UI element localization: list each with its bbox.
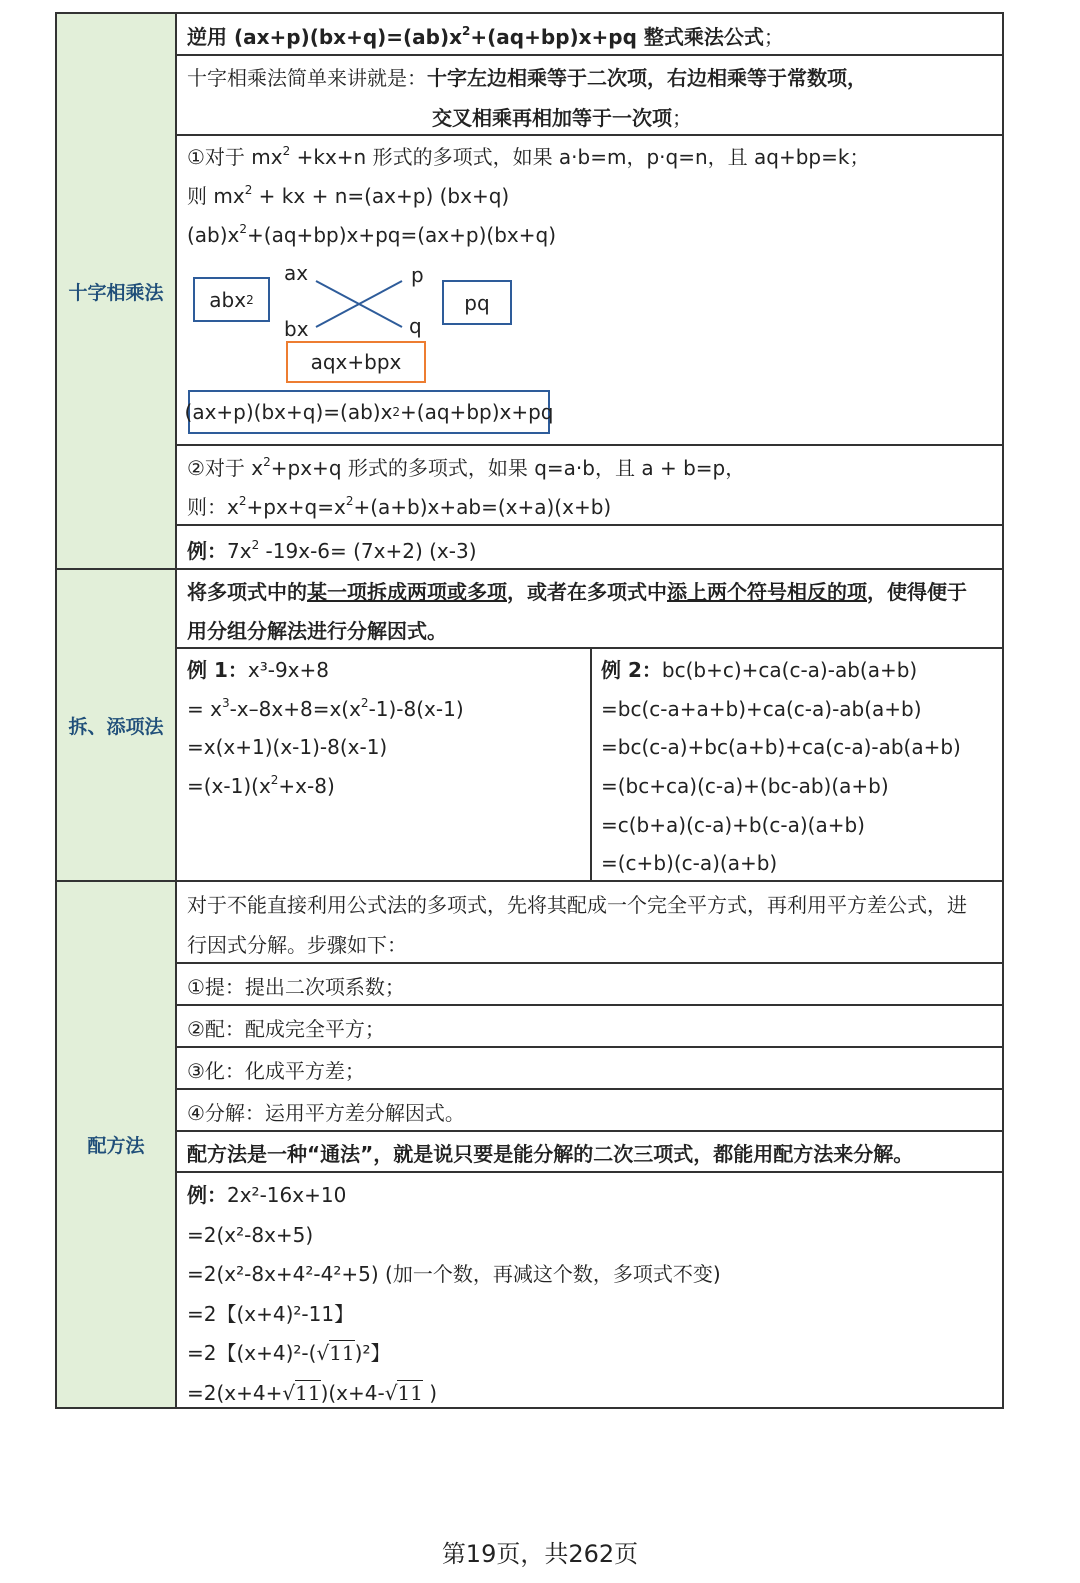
split-ex1-line4: $=(x-1)(x^2+x-8)$	[187, 773, 335, 798]
split-ex2-line: =c(b+a)(c-a)+b(c-a)(a+b)	[601, 813, 865, 837]
split-desc-line1: 将多项式中的某一项拆成两项或多项，或者在多项式中添上两个符号相反的项，使得便于	[187, 580, 967, 604]
diagram-q: q	[409, 314, 422, 338]
cross-desc-line1: 十字相乘法简单来讲就是：十字左边相乘等于二次项，右边相乘等于常数项，	[187, 66, 867, 90]
cross-case1-line3: $(ab)x^2+(aq+bp)x+pq=(ax+p)(bx+q)$	[187, 222, 556, 247]
page-footer: 第19页，共262页	[441, 1540, 639, 1568]
label-completing-square	[57, 881, 177, 1407]
sqrt-sign: √	[282, 1381, 296, 1405]
complete-step: ①提：提出二次项系数；	[187, 975, 405, 999]
split-desc-line2: 用分组分解法进行分解因式。	[187, 619, 447, 643]
cross-case1-line1: ①对于 $mx^2 +kx+n$ 形式的多项式，如果 a·b=m，p·q=n，且 aq+bp=k；	[187, 144, 870, 169]
row-divider	[177, 1004, 1002, 1006]
diagram-right-box: pq	[442, 280, 512, 325]
row-divider	[177, 1046, 1002, 1048]
cross-case1-line2: 则 $mx^2$ + kx + n=(ax+p) (bx+q)	[187, 183, 510, 208]
diagram-left-box: abx 2	[193, 277, 270, 322]
diagram-p: p	[411, 263, 424, 287]
row-divider	[177, 962, 1002, 964]
row-divider	[177, 524, 1002, 526]
sqrt-sign: √	[384, 1381, 398, 1405]
complete-example-line: =2(x²-8x+4²-4²+5) (加一个数，再减这个数，多项式不变)	[187, 1262, 721, 1286]
complete-example-line: =2(x²-8x+5)	[187, 1223, 314, 1247]
label-split-add	[57, 569, 177, 881]
diagram-cross-lines	[312, 275, 408, 333]
cross-case2-line1: ②对于 $x^2+px+q$ 形式的多项式，如果 q=a·b，且 a + b=p，	[187, 455, 746, 480]
diagram-middle-box: aqx+bpx	[286, 341, 426, 383]
row-divider	[177, 1088, 1002, 1090]
split-ex1-title: 例 1：x³-9x+8	[187, 658, 330, 682]
complete-general-note: 配方法是一种“通法”，就是说只要是能分解的二次三项式，都能用配方法来分解。	[187, 1142, 914, 1166]
split-ex2-line: =bc(c-a+a+b)+ca(c-a)-ab(a+b)	[601, 697, 922, 721]
row-divider	[177, 1171, 1002, 1173]
label-text: 配方法	[87, 1134, 145, 1157]
split-ex2-line: =bc(c-a)+bc(a+b)+ca(c-a)-ab(a+b)	[601, 735, 961, 759]
cross-desc-line2: 交叉相乘再相加等于一次项；	[432, 106, 692, 130]
section-divider	[57, 880, 1002, 882]
cross-formula-title: 逆用 $(ax+p)(bx+q)=(ab)x^2+(aq+bp)x+pq$ 整式乘法公式；	[187, 24, 784, 49]
label-text: 拆、添项法	[68, 715, 164, 738]
sqrt-sign: √	[316, 1341, 330, 1365]
diagram-ax: ax	[284, 261, 309, 285]
split-ex1-line3: =x(x+1)(x-1)-8(x-1)	[187, 735, 388, 759]
split-ex2-line: =(c+b)(c-a)(a+b)	[601, 851, 778, 875]
row-divider	[177, 54, 1002, 56]
complete-step: ②配：配成完全平方；	[187, 1017, 385, 1041]
complete-step: ④分解：运用平方差分解因式。	[187, 1101, 465, 1125]
row-divider	[177, 444, 1002, 446]
split-ex1-line2: = $x^3-x-8x+8=x(x^2-1)-8(x-1)$	[187, 696, 464, 721]
diagram-bx: bx	[284, 317, 309, 341]
complete-example-line: =2(x+4+√11)(x+4-√11 )	[187, 1381, 438, 1405]
row-divider	[177, 1130, 1002, 1132]
diagram-bottom-box: (ax+p)(bx+q)=(ab)x 2 +(aq+bp)x+pq	[188, 390, 550, 434]
label-cross-multiplication	[57, 14, 177, 569]
section-divider	[57, 568, 1002, 570]
row-divider	[177, 134, 1002, 136]
cross-case2-line2: 则：$x^2+px+q=x^2+(a+b)x+ab=(x+a)(x+b)$	[187, 494, 612, 519]
cross-example: 例：$7x^2$ -19x-6= (7x+2) (x-3)	[187, 538, 477, 563]
column-divider	[590, 647, 592, 880]
complete-desc-line2: 行因式分解。步骤如下：	[187, 933, 407, 957]
split-ex2-line: =(bc+ca)(c-a)+(bc-ab)(a+b)	[601, 774, 889, 798]
complete-example-line: =2【(x+4)²-11】	[187, 1302, 355, 1326]
complete-desc-line1: 对于不能直接利用公式法的多项式，先将其配成一个完全平方式，再利用平方差公式，进	[187, 893, 967, 917]
complete-step: ③化：化成平方差；	[187, 1059, 365, 1083]
complete-example-title: 例：2x²-16x+10	[187, 1183, 347, 1207]
label-text: 十字相乘法	[68, 282, 164, 304]
complete-example-line: =2【(x+4)²-(√11)²】	[187, 1341, 391, 1365]
split-ex2-title: 例 2：bc(b+c)+ca(c-a)-ab(a+b)	[601, 658, 918, 682]
